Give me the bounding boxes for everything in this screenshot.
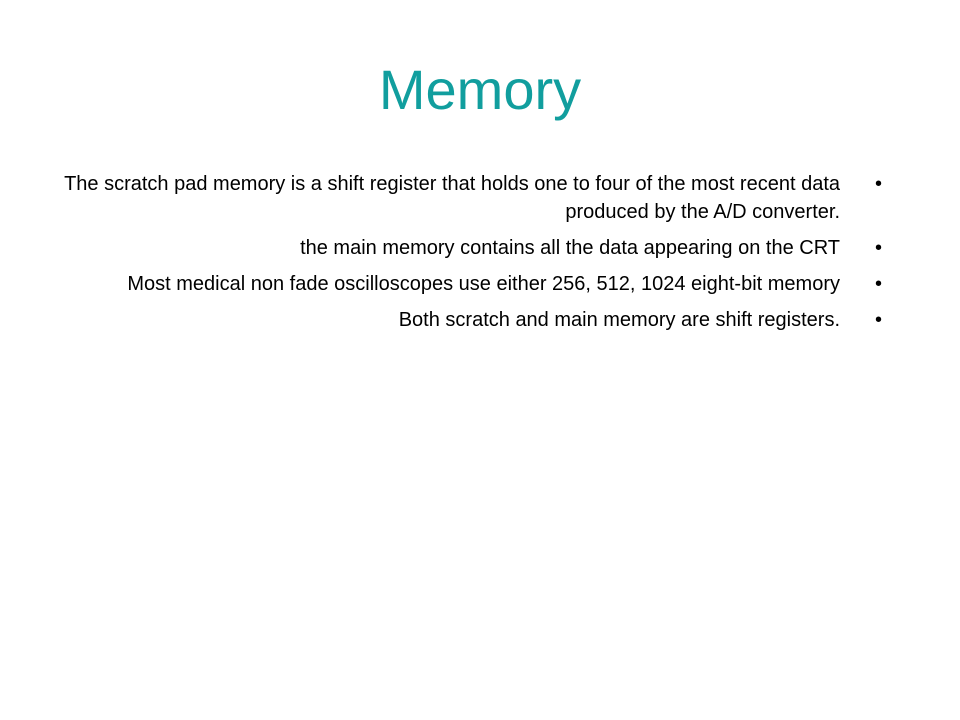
bullet-text: the main memory contains all the data appearing on the CRT — [300, 237, 840, 259]
bullet-dot-icon: • — [874, 309, 882, 331]
bullet-dot-icon: • — [874, 237, 882, 259]
bullet-item — [60, 306, 900, 334]
bullet-text: The scratch pad memory is a shift register that holds one to four of the most recent data produced by the A/D converter. — [64, 173, 840, 223]
slide-title: Memory — [378, 58, 582, 121]
bullet-text: Both scratch and main memory are shift registers. — [398, 309, 840, 331]
bullet-text: Most medical non fade oscilloscopes use either 256, 512, 1024 eight-bit memory — [127, 273, 840, 295]
bullet-item — [60, 270, 900, 298]
bullet-item — [60, 170, 900, 226]
bullet-dot-icon: • — [874, 173, 882, 195]
bullet-dot-icon: • — [874, 273, 882, 295]
bullet-list — [60, 170, 900, 342]
bullet-item — [60, 234, 900, 262]
